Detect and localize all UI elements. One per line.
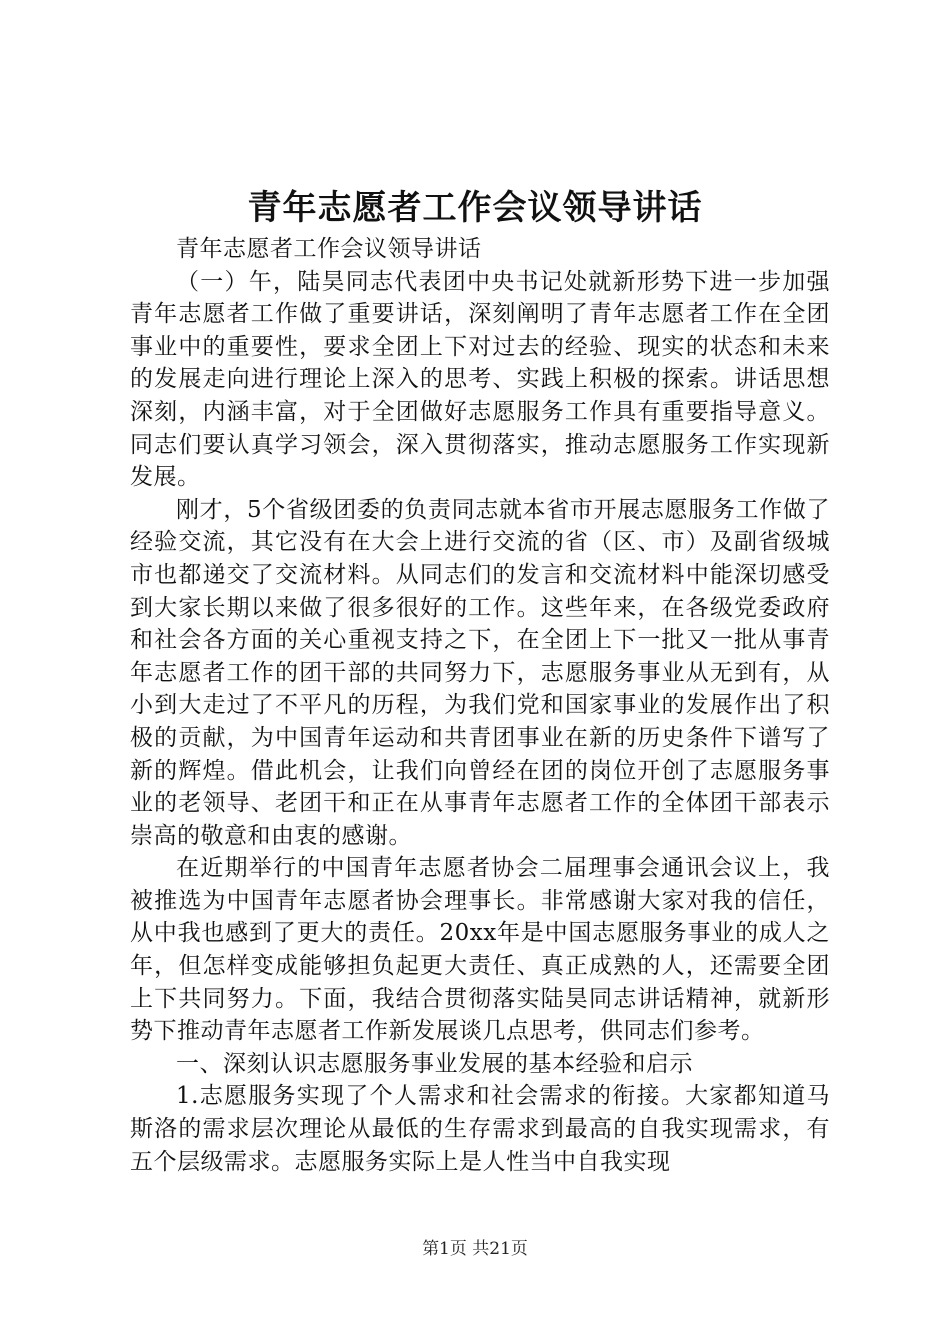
document-title: 青年志愿者工作会议领导讲话 (247, 188, 703, 228)
paragraph-3: 在近期举行的中国青年志愿者协会二届理事会通讯会议上，我被推选为中国青年志愿者协会理事长。非常感谢大家对我的信任，从中我也感到了更大的责任。20xx年是中国志愿服务事业的成人之年，但怎样变成能够担负起更大责任、真正成熟的人，还需要全团上下共同努力。下面，我结合贯彻落实陆昊同志讲话精神，就新形势下推动青年志愿者工作新发展谈几点思考，供同志们参考。 (130, 855, 830, 1045)
paragraph-2: 刚才，5个省级团委的负责同志就本省市开展志愿服务工作做了经验交流，其它没有在大会上进行交流的省（区、市）及副省级城市也都递交了交流材料。从同志们的发言和交流材料中能深切感受到大家长期以来做了很多很好的工作。这些年来，在各级党委政府和社会各方面的关心重视支持之下，在全团上下一批又一批从事青年志愿者工作的团干部的共同努力下，志愿服务事业从无到有，从小到大走过了不平凡的历程，为我们党和国家事业的发展作出了积极的贡献，为中国青年运动和共青团事业在新的历史条件下谱写了新的辉煌。借此机会，让我们向曾经在团的岗位开创了志愿服务事业的老领导、老团干和正在从事青年志愿者工作的全体团干部表示崇高的敬意和由衷的感谢。 (130, 496, 830, 849)
paragraph-4: 1.志愿服务实现了个人需求和社会需求的衔接。大家都知道马斯洛的需求层次理论从最低的生存需求到最高的自我实现需求，有五个层级需求。志愿服务实际上是人性当中自我实现 (130, 1083, 830, 1175)
document-body (130, 233, 830, 1178)
page-number-footer: 第1页 共21页 (422, 1239, 528, 1259)
section-heading-1: 一、深刻认识志愿服务事业发展的基本经验和启示 (176, 1050, 693, 1077)
paragraph-subtitle: 青年志愿者工作会议领导讲话 (176, 236, 482, 262)
paragraph-1: （一）午，陆昊同志代表团中央书记处就新形势下进一步加强青年志愿者工作做了重要讲话，深刻阐明了青年志愿者工作在全团事业中的重要性，要求全团上下对过去的经验、现实的状态和未来的发展走向进行理论上深入的思考、实践上积极的探索。讲话思想深刻，内涵丰富，对于全团做好志愿服务工作具有重要指导意义。同志们要认真学习领会，深入贯彻落实，推动志愿服务工作实现新发展。 (130, 268, 830, 491)
